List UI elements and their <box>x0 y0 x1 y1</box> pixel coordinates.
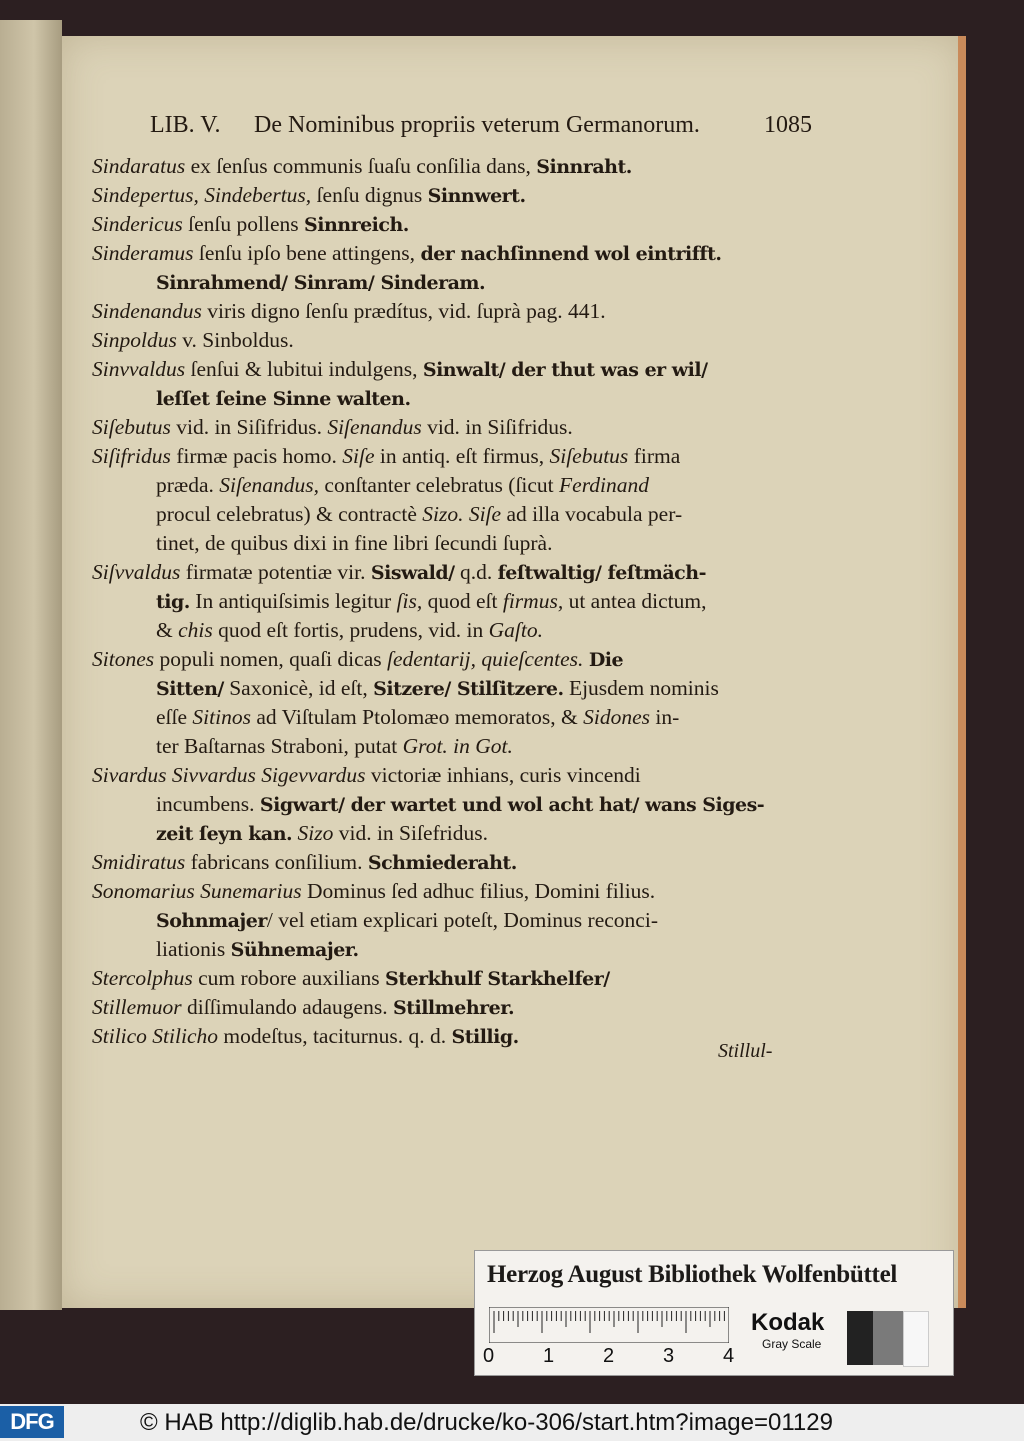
headword: Sinvvaldus <box>92 357 186 381</box>
headword: Sivardus Sivvardus Sigevvardus <box>92 763 366 787</box>
german-gloss: Stillig. <box>451 1026 519 1048</box>
text-line <box>92 413 812 442</box>
page-edge <box>958 36 966 1308</box>
latin-gloss: ad illa vocabula per- <box>501 502 683 526</box>
german-gloss: Siswald/ <box>370 562 455 584</box>
headword: Sindepertus, Sindebertus, <box>92 183 312 207</box>
text-line <box>92 355 812 384</box>
latin-gloss: victoriæ inhians, curis vincendi <box>365 763 641 787</box>
latin-gloss: ſenſu pollens <box>182 212 305 236</box>
headword: Siſenandus, <box>219 473 320 497</box>
latin-gloss: quod eſt <box>422 589 503 613</box>
headword: Sizo <box>297 821 334 845</box>
headword: Grot. in Got. <box>402 734 513 758</box>
library-label-card <box>474 1250 954 1376</box>
german-gloss: Sitten/ <box>156 678 224 700</box>
german-gloss: Sterkhulf Starkhelfer/ <box>384 968 610 990</box>
book-number: LIB. V. <box>150 112 221 138</box>
gray-scale-label: Gray Scale <box>762 1337 822 1351</box>
headword: Sinderamus <box>92 241 194 265</box>
german-gloss: Die <box>588 649 624 671</box>
latin-gloss: firmæ pacis homo. <box>170 444 343 468</box>
headword: Siſifridus <box>92 444 171 468</box>
headword: Sonomarius Sunemarius <box>92 879 302 903</box>
text-line <box>92 587 812 616</box>
ruler-number: 1 <box>543 1345 555 1367</box>
previous-page-edge <box>0 20 62 1310</box>
german-gloss: Sohnmajer <box>156 910 267 932</box>
german-gloss: leſſet ſeine Sinne walten. <box>156 388 411 410</box>
text-line <box>92 384 812 413</box>
headword: Stercolphus <box>92 966 193 990</box>
text-line <box>92 848 812 877</box>
german-gloss: Sinnreich. <box>304 214 409 236</box>
text-line <box>92 268 812 297</box>
latin-gloss: incumbens. <box>156 792 260 816</box>
german-gloss: Sinrahmend/ Sinram/ Sinderam. <box>156 272 486 294</box>
latin-gloss: Dominus ſed adhuc filius, Domini filius. <box>301 879 656 903</box>
latin-gloss: Ejusdem nominis <box>563 676 719 700</box>
latin-gloss: / vel etiam explicari poteſt, Dominus reconci- <box>266 908 658 932</box>
text-line <box>92 674 812 703</box>
german-gloss: Sinwalt/ der thut was er wil/ <box>422 359 708 381</box>
headword: Sidones <box>583 705 651 729</box>
ruler-icon <box>489 1307 729 1343</box>
glossary-text <box>92 152 812 1051</box>
latin-gloss: In antiquiſsimis legitur <box>189 589 397 613</box>
running-header <box>150 112 812 146</box>
text-line <box>92 819 812 848</box>
headword: chis <box>178 618 213 642</box>
text-line <box>92 442 812 471</box>
headword: Siſe <box>468 502 502 526</box>
headword: Siſvvaldus <box>92 560 181 584</box>
text-line <box>92 239 812 268</box>
gray-swatch-light <box>903 1311 929 1367</box>
gray-swatch-mid <box>873 1311 903 1365</box>
text-line <box>92 877 812 906</box>
latin-gloss: diſſimulando adaugens. <box>181 995 393 1019</box>
german-gloss: Sitzere/ Stilſitzere. <box>373 678 564 700</box>
latin-gloss: firmatæ potentiæ vir. <box>180 560 371 584</box>
text-line <box>92 297 812 326</box>
text-line <box>92 326 812 355</box>
text-line <box>92 645 812 674</box>
gray-swatch-dark <box>847 1311 873 1365</box>
text-line <box>92 210 812 239</box>
kodak-brand: Kodak <box>751 1309 825 1336</box>
headword: ſedentarij, quieſcentes. <box>387 647 584 671</box>
text-line <box>92 761 812 790</box>
latin-gloss: fabricans conſilium. <box>185 850 368 874</box>
text-line <box>92 616 812 645</box>
latin-gloss: populi nomen, quaſi dicas <box>154 647 387 671</box>
headword: Sinpoldus <box>92 328 177 352</box>
german-gloss: feſtwaltig/ feſtmäch- <box>497 562 706 584</box>
copyright-url[interactable]: © HAB http://diglib.hab.de/drucke/ko-306/start.htm?image=01129 <box>140 1409 833 1436</box>
german-gloss: Sigwart/ der wartet und wol acht hat/ wans Siges- <box>259 794 765 816</box>
headword: Sindaratus <box>92 154 186 178</box>
latin-gloss: procul celebratus) & contractè <box>156 502 423 526</box>
text-line <box>92 1022 812 1051</box>
text-line <box>92 935 812 964</box>
latin-gloss: in antiq. eſt firmus, <box>374 444 550 468</box>
latin-gloss: modeſtus, taciturnus. q. d. <box>218 1024 452 1048</box>
german-gloss: tig. <box>156 591 190 613</box>
text-line <box>92 500 812 529</box>
text-line <box>92 529 812 558</box>
text-line <box>92 152 812 181</box>
headword: Sizo. <box>422 502 464 526</box>
latin-gloss: Saxonicè, id eſt, <box>223 676 374 700</box>
text-line <box>92 558 812 587</box>
latin-gloss: viris digno ſenſu prædítus, vid. ſuprà pag. 441. <box>201 299 606 323</box>
latin-gloss: in- <box>650 705 680 729</box>
latin-gloss: conſtanter celebratus (ſicut <box>319 473 560 497</box>
headword: Siſebutus <box>92 415 171 439</box>
headword: Siſenandus <box>327 415 422 439</box>
latin-gloss: ſenſu dignus <box>311 183 428 207</box>
text-line <box>92 790 812 819</box>
headword: Ferdinand <box>559 473 649 497</box>
headword: Sitones <box>92 647 155 671</box>
text-line <box>92 906 812 935</box>
ruler-number: 2 <box>603 1345 615 1367</box>
headword: ſis, <box>396 589 423 613</box>
headword: Stillemuor <box>92 995 182 1019</box>
headword: Sindenandus <box>92 299 202 323</box>
latin-gloss: tinet, de quibus dixi in fine libri ſecundi ſuprà. <box>156 531 553 555</box>
latin-gloss: v. Sinboldus. <box>176 328 294 352</box>
text-line <box>92 703 812 732</box>
latin-gloss: ter Baſtarnas Straboni, putat <box>156 734 403 758</box>
headword: Sindericus <box>92 212 183 236</box>
latin-gloss: ex ſenſus communis ſuaſu conſilia dans, <box>185 154 537 178</box>
headword: Sitinos <box>192 705 251 729</box>
latin-gloss: firma <box>628 444 681 468</box>
text-line <box>92 964 812 993</box>
latin-gloss: ad Viſtulam Ptolomæo memoratos, & <box>250 705 584 729</box>
ruler-number: 0 <box>483 1345 495 1367</box>
headword: Stilico Stilicho <box>92 1024 218 1048</box>
text-line <box>92 181 812 210</box>
german-gloss: Sühnemajer. <box>230 939 359 961</box>
german-gloss: Schmiederaht. <box>367 852 517 874</box>
library-name: Herzog August Bibliothek Wolfenbüttel <box>487 1261 898 1288</box>
ruler-number: 3 <box>663 1345 675 1367</box>
headword: Smidiratus <box>92 850 186 874</box>
german-gloss: Sinnwert. <box>427 185 526 207</box>
catchword: Stillul- <box>718 1040 773 1062</box>
latin-gloss: quod eſt fortis, prudens, vid. in <box>212 618 489 642</box>
latin-gloss: præda. <box>156 473 220 497</box>
latin-gloss: cum robore auxilians <box>192 966 385 990</box>
ruler-number: 4 <box>723 1345 735 1367</box>
latin-gloss: vid. in Siſifridus. <box>421 415 573 439</box>
headword: firmus, <box>502 589 564 613</box>
headword: Gaſto. <box>488 618 543 642</box>
text-line <box>92 732 812 761</box>
headword: Siſe <box>342 444 375 468</box>
latin-gloss: liationis <box>156 937 231 961</box>
latin-gloss: ut antea dictum, <box>563 589 707 613</box>
latin-gloss: & <box>156 618 179 642</box>
latin-gloss: ſenſu ipſo bene attingens, <box>193 241 421 265</box>
german-gloss: der nachſinnend wol eintrifft. <box>420 243 722 265</box>
running-title: De Nominibus propriis veterum Germanorum. <box>254 112 700 138</box>
text-line <box>92 993 812 1022</box>
latin-gloss: q.d. <box>454 560 498 584</box>
latin-gloss: eſſe <box>156 705 193 729</box>
page-number: 1085 <box>764 112 812 138</box>
dfg-logo[interactable]: DFG <box>0 1406 64 1438</box>
german-gloss: zeit ſeyn kan. <box>156 823 293 845</box>
footer-bar <box>0 1404 1024 1441</box>
german-gloss: Sinnraht. <box>536 156 632 178</box>
latin-gloss: ſenſui & lubitui indulgens, <box>185 357 423 381</box>
text-line <box>92 471 812 500</box>
latin-gloss: vid. in Siſifridus. <box>170 415 328 439</box>
headword: Siſebutus <box>549 444 629 468</box>
latin-gloss: vid. in Siſefridus. <box>333 821 489 845</box>
german-gloss: Stillmehrer. <box>392 997 515 1019</box>
